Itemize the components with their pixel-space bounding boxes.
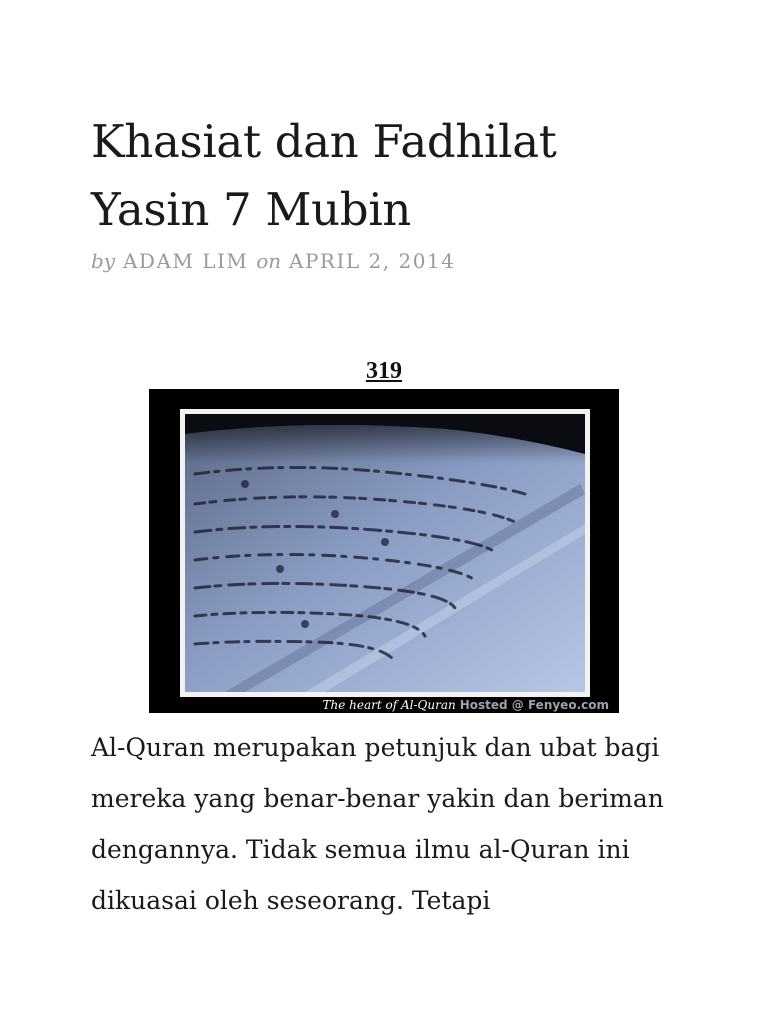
quran-image[interactable] bbox=[149, 389, 619, 713]
quran-page-illustration bbox=[185, 414, 585, 692]
author-link[interactable]: ADAM LIM bbox=[122, 249, 249, 273]
post-date: APRIL 2, 2014 bbox=[289, 249, 456, 273]
image-caption bbox=[322, 698, 609, 712]
article-header bbox=[91, 108, 691, 274]
quran-photo bbox=[180, 409, 590, 697]
number-link[interactable]: 319 bbox=[366, 358, 402, 384]
page-title: Khasiat dan Fadhilat Yasin 7 Mubin bbox=[91, 115, 557, 236]
article-body: Al-Quran merupakan petunjuk dan ubat bagi mereka yang benar-benar yakin dan beriman dengannya. Tidak semua ilmu al-Quran ini dikuasai oleh seseorang. Tetapi bbox=[91, 733, 664, 915]
caption-text: The heart of Al-Quran bbox=[322, 698, 456, 712]
byline-by: by bbox=[91, 249, 116, 273]
watermark-text: Hosted @ Fenyeo.com bbox=[459, 698, 609, 712]
byline bbox=[91, 248, 691, 274]
byline-on: on bbox=[256, 249, 282, 273]
